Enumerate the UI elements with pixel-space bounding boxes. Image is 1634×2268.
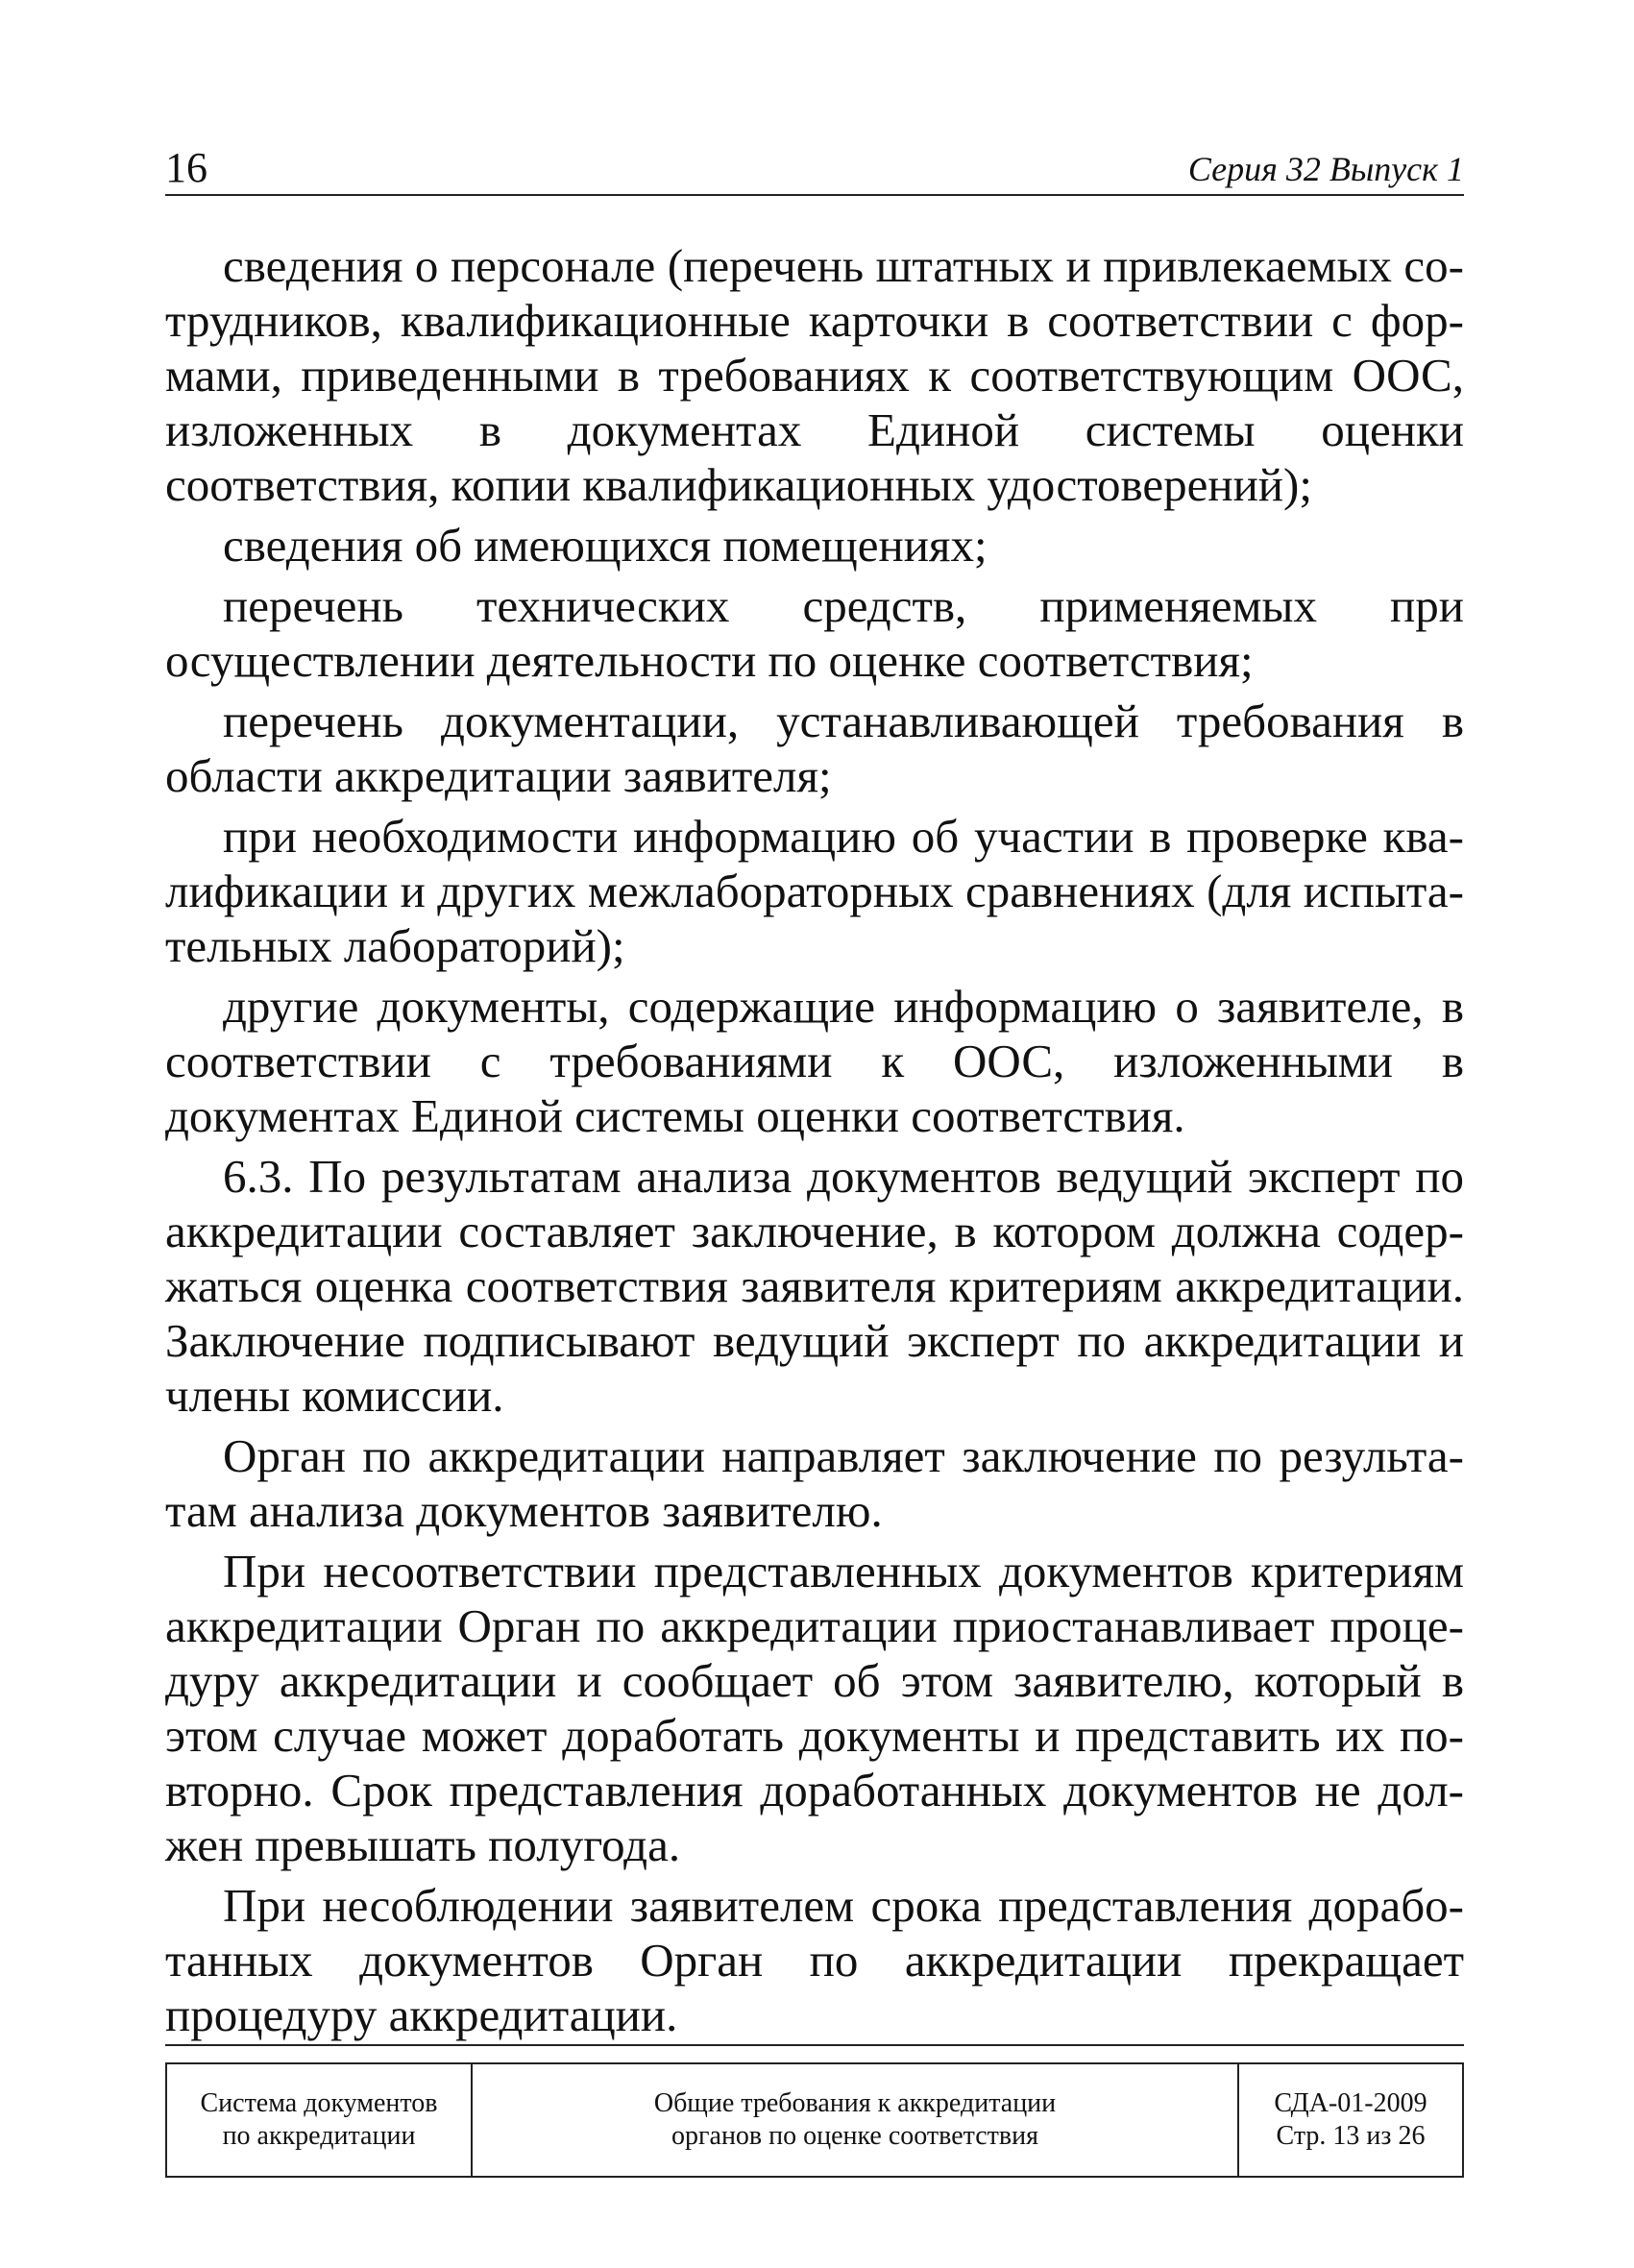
footer-title-line1: Общие требования к аккредитации <box>653 2088 1057 2118</box>
footer-table <box>165 2062 1464 2178</box>
footer-system-cell <box>167 2064 473 2176</box>
paragraph: сведения о персонале (перечень штатных и привлекаемых сотрудников, квалификационные карточки в соответствии с формами, приведенными в требованиях к соответствующим ООС, изложенных в документах Единой системы оценки соответствия, копии квалификационных удостоверений); <box>165 239 1464 511</box>
page-header <box>165 144 1464 192</box>
footer-title-line2: органов по оценке соответствия <box>671 2121 1038 2151</box>
paragraph: сведения об имеющихся помещениях; <box>223 519 988 572</box>
paragraph: 6.3. По результатам анализа документов ведущий эксперт по аккредитации составляет заключение, в котором должна содержаться оценка соответствия заявителя критериям аккредитации. Заключение подписывают ведущий эксперт по аккредитации и члены комиссии. <box>165 1150 1464 1422</box>
paragraph: перечень технических средств, применяемых при осуществлении деятельности по оценке соответствия; <box>165 579 1464 687</box>
paragraph: Орган по аккредитации направляет заключение по результатам анализа документов заявителю. <box>165 1429 1464 1537</box>
footer-page-count: Стр. 13 из 26 <box>1276 2121 1426 2151</box>
paragraph: перечень документации, устанавливающей требования в области аккредитации заявителя; <box>165 695 1464 802</box>
footer-system-line1: Система документов <box>200 2088 438 2118</box>
footer-divider <box>165 2044 1464 2046</box>
page-number: 16 <box>165 144 207 191</box>
paragraph: при необходимости информацию об участии в проверке квалификации и других межлабораторных сравнениях (для испытательных лабораторий); <box>165 810 1464 972</box>
series-label: Серия 32 Выпуск 1 <box>1187 150 1464 188</box>
paragraph: другие документы, содержащие информацию о заявителе, в соответствии с требованиями к ООС, изложенными в документах Единой системы оценки соответствия. <box>165 980 1464 1142</box>
paragraph: При несоблюдении заявителем срока представления доработанных документов Орган по аккредитации прекращает процедуру аккредитации. <box>165 1879 1464 2041</box>
footer-system-line2: по аккредитации <box>222 2121 416 2151</box>
paragraph: При несоответствии представленных документов критериям аккредитации Орган по аккредитации приостанавливает процедуру аккредитации и сообщает об этом заявителю, который в этом случае может доработать документы и представить их повторно. Срок представления доработанных документов не должен превышать полугода. <box>165 1545 1464 1871</box>
footer-title-cell <box>473 2064 1239 2176</box>
footer-doc-code: СДА-01-2009 <box>1274 2088 1427 2118</box>
footer-code-cell <box>1239 2064 1462 2176</box>
body-text <box>165 238 1464 2048</box>
header-divider <box>165 194 1464 196</box>
